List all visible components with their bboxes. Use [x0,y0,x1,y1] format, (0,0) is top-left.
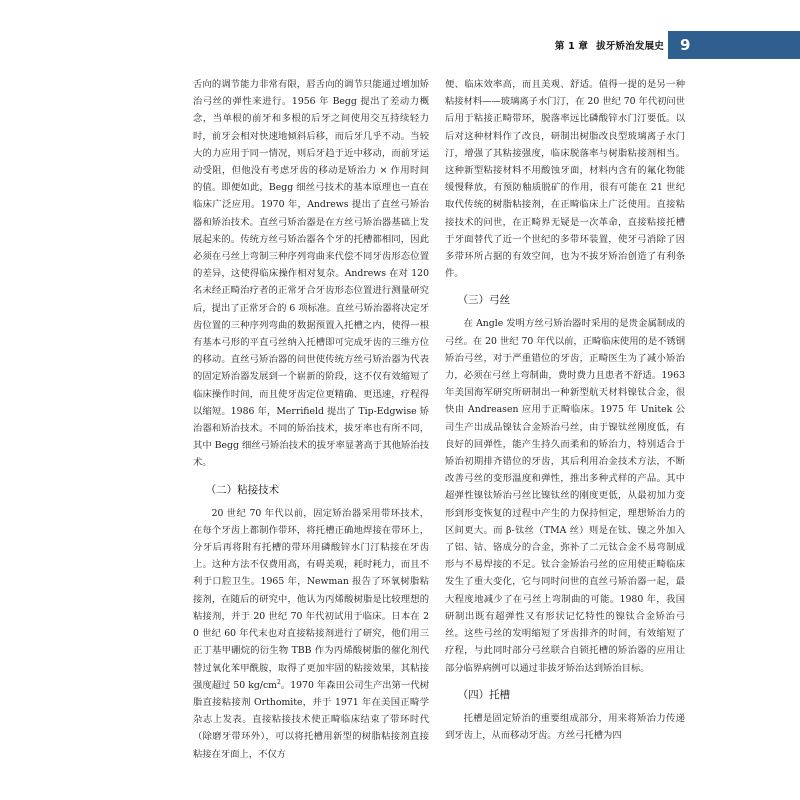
paragraph: 托槽是固定矫治的重要组成部分，用来将矫治力传递到牙齿上，从而移动牙齿。方丝弓托槽为四 [445,712,685,741]
occlusion-glyph: 牙合 [258,302,278,314]
section-heading: （二）粘接技术 [205,483,280,496]
page-number: 9 [680,36,691,54]
paragraph: 便、临床效率高，而且美观、舒适。值得一提的是另一种粘接材料——玻璃离子水门汀，在 20 世纪 70 年代初问世后用于粘接正畸带环，脱落率远比磷酸锌水门汀要低。以后对这种材料作了改良，研制出树脂改良型玻璃离子水门汀，增强了其粘接强度，临床脱落率与树脂粘接剂相当。这种新型粘接材料不用酸蚀牙面，材料内含有的氟化物能缓慢释放，有预防釉质脱矿的作用，很有可能在 21 世纪取代传统的树脂粘接剂，在正畸临床上广泛使用。直接粘接技术的问世，在正畸界无疑是一次革命，直接粘接托槽于牙面替代了近一个世纪的多带环装置，使牙弓消除了因多带环所占据的有效空间，也为不拔牙矫治创造了有利条件。 [445,79,686,280]
section-heading: （三）弓丝 [457,294,511,307]
page-number-tab [668,31,800,59]
paragraph: 舌向的调节能力非常有限，唇舌向的调节只能通过增加矫治弓丝的弹性来进行。1956 年 Begg 提出了差动力概念，当单根的前牙和多根的后牙之间使用交互持续轻力时，前牙会相对快速地倾斜后移，而后牙几乎不动。当较大的力应用于同一情况，则后牙趋于近中移动，而前牙运动受阻，但他没有考虑牙齿的移动是矫治力 × 作用时间的值。即便如此，Begg 细丝弓技术的基本原理也一直在临床广泛应用。1970 年，Andrews 提出了直丝弓矫治器和矫治技术。直丝弓矫治器是在方丝弓矫治器基础上发展起来的。传统方丝弓矫治器各个牙的托槽都相同，因此必须在弓丝上弯制三种序列弯曲来代偿不同牙齿形态位置的差异，这使得临床操作相对复杂。Andrews 在对 120 名未经正畸治疗者的正常牙合牙齿形态位置进行测量研究后，提出了正常牙合的 6 项标准。直丝弓矫治器将决定牙齿位置的三种序列弯曲的数据预置入托槽之内，使得一根有基本弓形的平直弓丝纳入托槽即可完成牙齿的三维方位的移动。直丝弓矫治器的问世使传统方丝弓矫治器为代表的固定矫治器发展到一个崭新的阶段，这不仅有效缩短了临床操作时间，而且使牙齿定位更精确、更迅速，疗程得以缩短。1986 年，Merrifield 提出了 Tip-Edgwise 矫治器和矫治技术。不同的矫治技术，拔牙率也有所不同，其中 Begg 细丝弓矫治技术的拔牙率显著高于其他矫治技术。 [193,79,429,469]
left-column [193,76,429,763]
right-column [445,76,685,744]
section-heading: （四）托槽 [457,688,511,701]
chapter-title: 拔牙矫治发展史 [596,41,664,52]
superscript: 2 [276,678,281,686]
paragraph: 20 世纪 70 年代以前，固定矫治器采用带环技术，在每个牙齿上都制作带环，将托槽正确地焊接在带环上，分牙后再将附有托槽的带环用磷酸锌水门汀粘接在牙齿上。这种方法不仅费用高，有碍美观，耗时耗力，而且不利于口腔卫生。1965 年，Newman 报告了环氧树脂粘接剂，在随后的研究中，他认为丙烯酸树脂是比较理想的粘接剂，并于 20 世纪 70 年代初试用于临床。日本在 20 世纪 60 年代末也对直接粘接剂进行了研究，他们用三正丁基甲硼烷的衍生物 TBB 作为丙烯酸树脂的催化剂代替过氧化苯甲酰胺，取得了更加牢固的粘接效果，其粘接强度超过 50 $kg/cm^2$。1970 年森田公司生产出第一代树脂直接粘接剂 Orthomite，并于 1971 年在美国正畸学杂志上发表。直接粘接技术使正畸临床结束了带环时代（除磨牙带环外），可以将托槽用新型的树脂粘接剂直接粘接在牙面上，不仅方 [193,507,429,760]
chapter-label: 第 1 章 [554,41,589,52]
paragraph: 在 Angle 发明方丝弓矫治器时采用的是贵金属制成的弓丝。在 20 世纪 70 年代以前，正畸临床使用的是不锈钢矫治弓丝，对于严重错位的牙齿，正畸医生为了减小矫治力，必须在弓丝上弯制曲，费时费力且患者不舒适。1963 年美国海军研究所研制出一种新型航天材料镍钛合金，很快由 Andreasen 应用于正畸临床。1975 年 Unitek 公司生产出成品镍钛合金矫治弓丝，由于镍钛丝刚度低，有良好的回弹性，能产生持久而柔和的矫治力，特别适合于矫治初期排齐错位的牙齿，其后利用冶金技术方法，不断改善弓丝的变形温度和弹性，推出多种式样的产品。其中超弹性镍钛矫治弓丝比镍钛丝的刚度更低，从最初加力变形到形变恢复的过程中产生的力保持恒定，理想矫治力的区间更大。而 β-钛丝（TMA 丝）则是在钛、镍之外加入了铝、钴、铬成分的合金，弥补了二元钛合金不易弯制成形与不易焊接的不足。钛合金矫治弓丝的应用使正畸临床发生了重大变化，它与同时问世的直丝弓矫治器一起，最大程度地减少了在弓丝上弯制曲的可能。1980 年，我国研制出既有超弹性又有形状记忆特性的镍钛合金矫治弓丝。这些弓丝的发明缩短了牙齿排齐的时间，有效缩短了疗程，与此同时部分弓丝联合自锁托槽的矫治器的应用让部分临界病例可以通过非拔牙矫治达到矫治目标。 [445,318,686,674]
running-header [536,34,664,56]
occlusion-glyph: 牙合 [296,285,316,297]
